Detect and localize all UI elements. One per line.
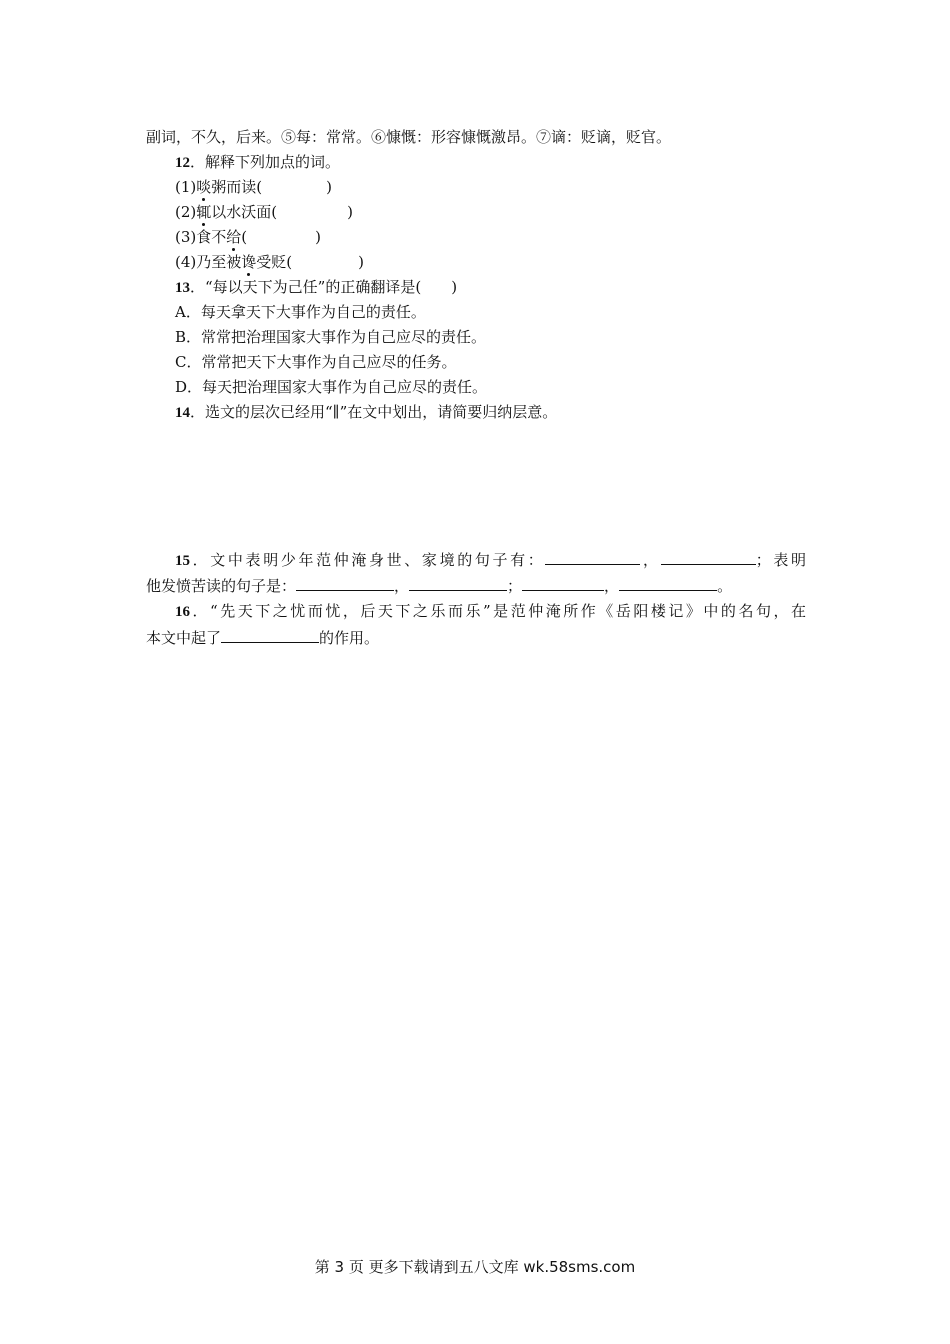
q12-item-4-dotted-word: 谗 <box>241 253 257 271</box>
q12-item-4-close: ) <box>358 253 364 271</box>
q12-item-2-close: ) <box>347 203 353 221</box>
q15-blank-6[interactable] <box>619 576 717 591</box>
q15-period: 。 <box>717 577 733 595</box>
q15-blank-2[interactable] <box>661 550 756 565</box>
q12-item-3-close: ) <box>315 228 321 246</box>
q15-comma-2: ， <box>394 577 410 595</box>
q12-item-2-pre: (2) <box>175 203 197 221</box>
q15-blank-3[interactable] <box>296 576 394 591</box>
question-16-text-c: 的作用。 <box>319 629 380 647</box>
question-13-text: ．“每以天下为己任”的正确翻译是( ) <box>190 278 458 296</box>
question-15-text-a: ．文中表明少年范仲淹身世、家境的句子有： <box>190 551 546 569</box>
top-line: 副词，不久，后来。⑤每：常常。⑥慷慨：形容慷慨激昂。⑦谪：贬谪，贬官。 <box>146 128 672 146</box>
q15-semicolon: ； <box>507 577 523 595</box>
question-16-text-b: 本文中起了 <box>146 629 222 647</box>
q12-item-1-dotted-word: 啖 <box>196 178 212 196</box>
q15-blank-1[interactable] <box>545 550 640 565</box>
q12-item-4 <box>175 252 364 272</box>
q12-item-2-dotted-word: 辄 <box>196 203 212 221</box>
question-12 <box>175 152 340 173</box>
q12-item-1 <box>175 177 332 197</box>
question-14 <box>175 402 557 423</box>
q13-option-b[interactable]: B．常常把治理国家大事作为自己应尽的责任。 <box>175 328 487 346</box>
question-14-text: ．选文的层次已经用“∥”在文中划出，请简要归纳层意。 <box>190 403 558 421</box>
question-12-number: 12 <box>175 155 190 171</box>
question-15-text-c: 他发愤苦读的句子是： <box>146 577 297 595</box>
q15-blank-5[interactable] <box>522 576 604 591</box>
question-13 <box>175 277 457 298</box>
q12-item-3-post: ( <box>241 228 248 246</box>
question-15-number: 15 <box>175 553 190 569</box>
question-16-text-a: ．“先天下之忧而忧，后天下之乐而乐”是范仲淹所作《岳阳楼记》中的名句，在 <box>190 602 806 620</box>
question-16-line-2 <box>146 628 379 648</box>
q15-comma-1: ， <box>640 551 661 569</box>
q12-item-3-dotted-word: 给 <box>226 228 242 246</box>
q14-answer-area[interactable] <box>146 428 806 543</box>
q15-blank-4[interactable] <box>409 576 507 591</box>
question-15-line-1 <box>146 547 806 574</box>
q12-item-3 <box>175 227 321 247</box>
q12-item-3-pre: (3)食不 <box>175 228 227 246</box>
question-12-text: ．解释下列加点的词。 <box>190 153 341 171</box>
question-16-line-1 <box>146 598 806 625</box>
q12-item-4-post: 受贬( <box>256 253 293 271</box>
q12-item-2 <box>175 202 353 222</box>
q13-option-d[interactable]: D．每天把治理国家大事作为自己应尽的责任。 <box>175 378 488 396</box>
q12-item-1-pre: (1) <box>175 178 197 196</box>
q12-item-4-pre: (4)乃至被 <box>175 253 242 271</box>
question-15-text-b: ；表明 <box>755 551 806 569</box>
question-16-number: 16 <box>175 604 190 620</box>
q12-item-2-post: 以水沃面( <box>211 203 278 221</box>
question-13-number: 13 <box>175 280 190 296</box>
q15-comma-3: ， <box>604 577 620 595</box>
q13-option-c[interactable]: C．常常把天下大事作为自己应尽的任务。 <box>175 353 457 371</box>
q12-item-1-post: 粥而读( <box>211 178 263 196</box>
question-14-number: 14 <box>175 405 190 421</box>
q13-option-a[interactable]: A．每天拿天下大事作为自己的责任。 <box>175 303 426 321</box>
q16-blank[interactable] <box>221 628 319 643</box>
q12-item-1-close: ) <box>326 178 332 196</box>
page-footer: 第 3 页 更多下载请到五八文库 wk.58sms.com <box>314 1258 636 1276</box>
question-15-line-2 <box>146 576 732 596</box>
